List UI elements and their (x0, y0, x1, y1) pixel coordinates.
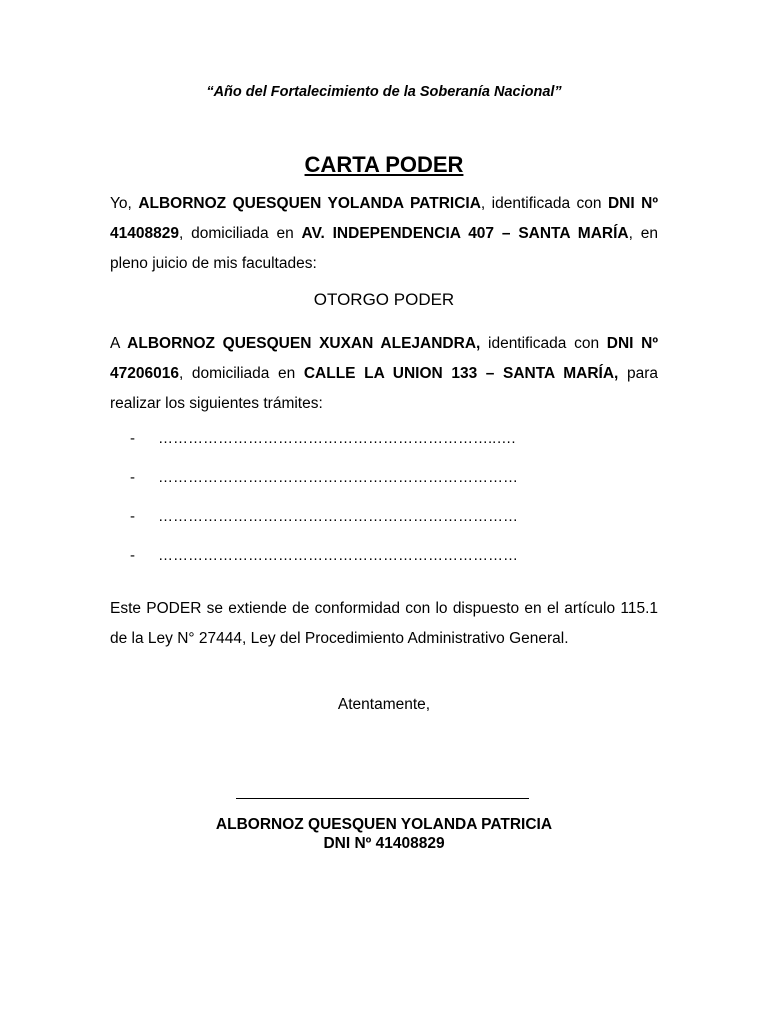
list-dash: - (130, 430, 135, 447)
signature-line (236, 798, 529, 799)
signature-block (0, 815, 768, 853)
blank-line: …………………………………………………………..…. (158, 430, 516, 447)
grantee-dni: DNI Nº 47206016 (110, 335, 659, 382)
grantor-dni: DNI Nº 41408829 (110, 195, 658, 242)
blank-line: ……………………………………………………………… (158, 469, 518, 486)
year-motto: “Año del Fortalecimiento de la Soberanía Nacional” (206, 84, 562, 100)
intro-text-2: , identificada con (480, 195, 608, 212)
closing-salutation: Atentamente, (337, 696, 431, 713)
grantee-text-4: para realizar los siguientes trámites: (110, 365, 658, 412)
list-dash: - (130, 469, 135, 486)
list-dash: - (130, 547, 135, 564)
list-item (130, 546, 600, 585)
legal-paragraph: Este PODER se extiende de conformidad con lo dispuesto en el artículo 115.1 de la Ley N° 27444, Ley del Procedimiento Administrativo General. (110, 600, 658, 647)
blank-line: ……………………………………………………………… (158, 547, 518, 564)
intro-text-1: Yo, (110, 195, 139, 212)
list-item (130, 507, 600, 546)
grantee-text-2: identificada con (480, 335, 607, 352)
grantee-text-1: A (110, 335, 128, 352)
intro-text-4: , en pleno juicio de mis facultades: (110, 225, 658, 272)
grantor-name: ALBORNOZ QUESQUEN YOLANDA PATRICIA (138, 195, 481, 212)
grantee-paragraph (110, 329, 658, 419)
grantor-address: AV. INDEPENDENCIA 407 – SANTA MARÍA (301, 225, 629, 242)
signatory-dni: DNI Nº 41408829 (323, 835, 445, 852)
list-item (130, 429, 600, 468)
procedures-list (130, 429, 600, 585)
grantee-text-3: , domiciliada en (178, 365, 304, 382)
grantee-address: CALLE LA UNION 133 – SANTA MARÍA, (303, 365, 619, 382)
document-title: CARTA PODER (304, 152, 464, 177)
list-item (130, 468, 600, 507)
grant-heading: OTORGO PODER (313, 290, 455, 309)
intro-text-3: , domiciliada en (178, 225, 302, 242)
list-dash: - (130, 508, 135, 525)
intro-paragraph (110, 189, 658, 279)
signatory-name: ALBORNOZ QUESQUEN YOLANDA PATRICIA (215, 816, 553, 833)
grantee-name: ALBORNOZ QUESQUEN XUXAN ALEJANDRA, (127, 335, 481, 352)
blank-line: ……………………………………………………………… (158, 508, 518, 525)
